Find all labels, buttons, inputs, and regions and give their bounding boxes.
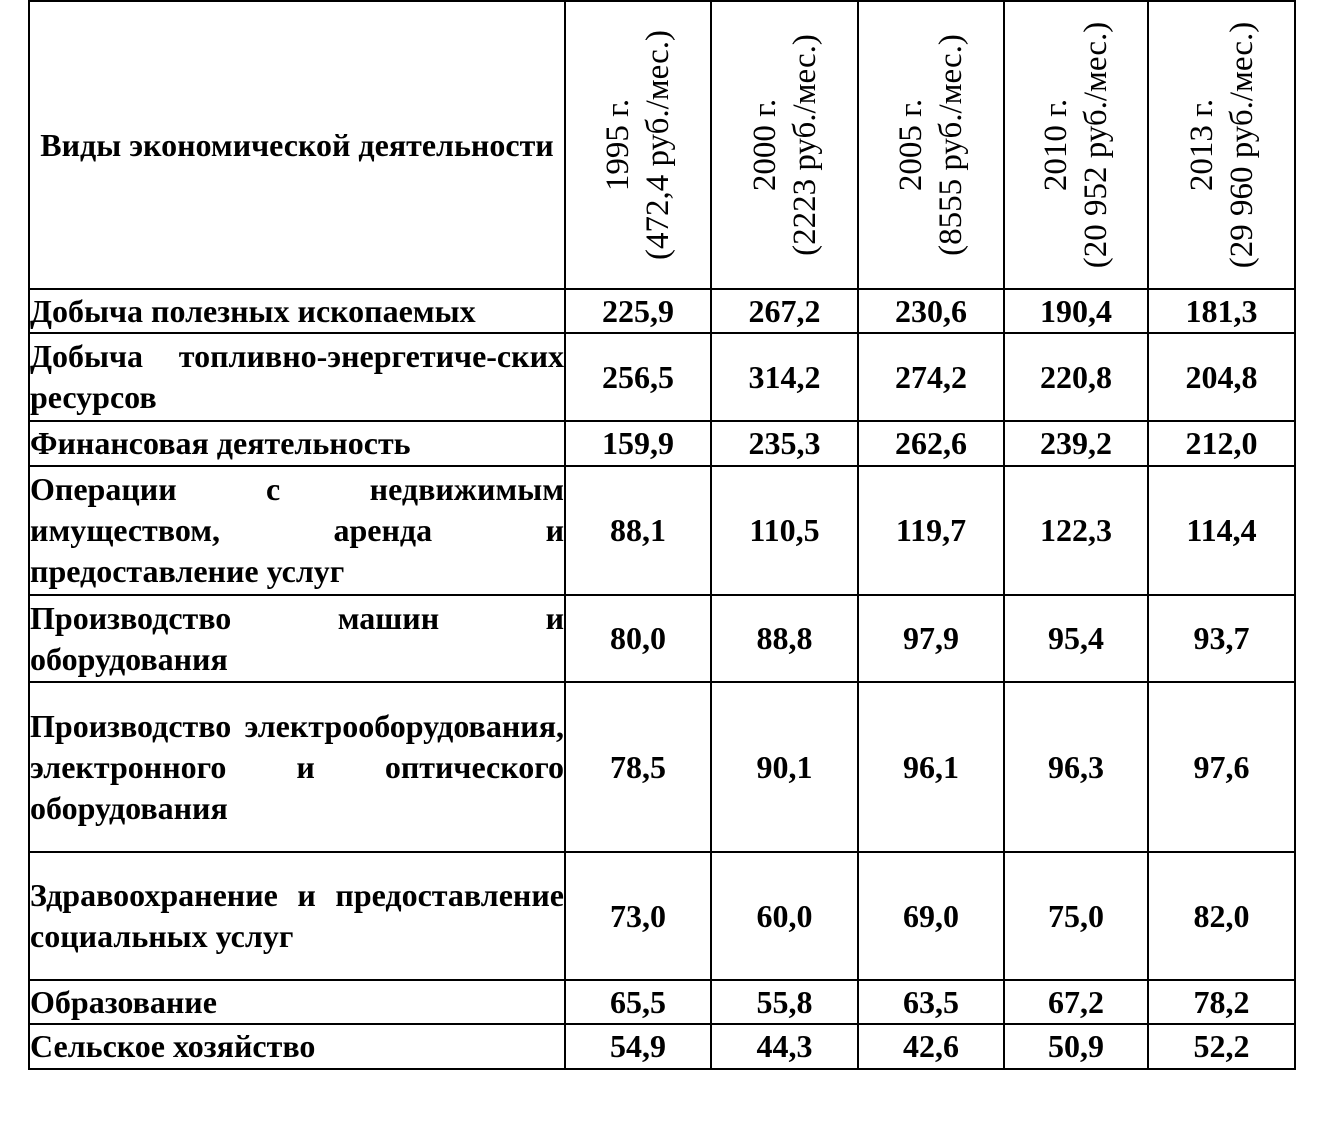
row-value: 122,3 — [1004, 466, 1148, 595]
row-value: 230,6 — [858, 289, 1004, 333]
row-value: 204,8 — [1148, 333, 1295, 421]
header-year-label: 1995 г. — [600, 98, 636, 192]
header-category: Виды экономической деятельности — [29, 1, 565, 289]
header-row — [29, 1, 1295, 289]
row-value: 96,1 — [858, 682, 1004, 852]
row-value: 88,8 — [711, 595, 858, 682]
row-label: Производство машин и оборудования — [29, 595, 565, 682]
row-value: 54,9 — [565, 1024, 711, 1069]
row-label: Добыча топливно-энергетиче-ских ресурсов — [29, 333, 565, 421]
row-label: Образование — [29, 980, 565, 1024]
row-value: 119,7 — [858, 466, 1004, 595]
row-value: 97,6 — [1148, 682, 1295, 852]
row-value: 52,2 — [1148, 1024, 1295, 1069]
row-value: 95,4 — [1004, 595, 1148, 682]
row-value: 69,0 — [858, 852, 1004, 980]
header-year-wage: (2223 руб./мес.) — [786, 34, 823, 256]
header-year-2013 — [1148, 1, 1295, 289]
row-value: 235,3 — [711, 421, 858, 466]
header-year-2005 — [858, 1, 1004, 289]
table-row — [29, 333, 1295, 421]
header-year-wage: (8555 руб./мес.) — [933, 34, 969, 256]
row-value: 67,2 — [1004, 980, 1148, 1024]
table-row — [29, 1024, 1295, 1069]
row-value: 256,5 — [565, 333, 711, 421]
header-year-wage: (20 952 руб./мес.) — [1078, 21, 1114, 269]
row-value: 82,0 — [1148, 852, 1295, 980]
table-row — [29, 595, 1295, 682]
row-value: 181,3 — [1148, 289, 1295, 333]
row-value: 212,0 — [1148, 421, 1295, 466]
row-value: 42,6 — [858, 1024, 1004, 1069]
row-value: 239,2 — [1004, 421, 1148, 466]
header-year-wage: (472,4 руб./мес.) — [640, 29, 676, 261]
header-year-2010 — [1004, 1, 1148, 289]
row-label: Операции с недвижимым имуществом, аренда и предоставление услуг — [29, 466, 565, 595]
table-row — [29, 980, 1295, 1024]
row-value: 114,4 — [1148, 466, 1295, 595]
row-value: 314,2 — [711, 333, 858, 421]
header-year-label: 2000 г. — [746, 98, 783, 192]
row-label: Производство электрооборудования, электронного и оптического оборудования — [29, 682, 565, 852]
row-label: Добыча полезных ископаемых — [29, 289, 565, 333]
row-value: 274,2 — [858, 333, 1004, 421]
row-value: 96,3 — [1004, 682, 1148, 852]
row-value: 97,9 — [858, 595, 1004, 682]
header-year-label: 2010 г. — [1038, 98, 1074, 192]
row-label: Сельское хозяйство — [29, 1024, 565, 1069]
table-row — [29, 682, 1295, 852]
row-value: 93,7 — [1148, 595, 1295, 682]
row-value: 90,1 — [711, 682, 858, 852]
row-value: 78,2 — [1148, 980, 1295, 1024]
row-value: 73,0 — [565, 852, 711, 980]
table-row — [29, 289, 1295, 333]
row-value: 80,0 — [565, 595, 711, 682]
row-label: Финансовая деятельность — [29, 421, 565, 466]
table-row — [29, 421, 1295, 466]
row-value: 262,6 — [858, 421, 1004, 466]
row-value: 50,9 — [1004, 1024, 1148, 1069]
row-value: 65,5 — [565, 980, 711, 1024]
row-label: Здравоохранение и предоставление социальных услуг — [29, 852, 565, 980]
row-value: 159,9 — [565, 421, 711, 466]
table-row — [29, 852, 1295, 980]
row-value: 190,4 — [1004, 289, 1148, 333]
row-value: 55,8 — [711, 980, 858, 1024]
header-year-label: 2013 г. — [1183, 98, 1220, 192]
row-value: 225,9 — [565, 289, 711, 333]
wage-table — [28, 0, 1296, 1070]
row-value: 44,3 — [711, 1024, 858, 1069]
row-value: 75,0 — [1004, 852, 1148, 980]
row-value: 220,8 — [1004, 333, 1148, 421]
header-year-label: 2005 г. — [893, 98, 929, 192]
row-value: 63,5 — [858, 980, 1004, 1024]
row-value: 267,2 — [711, 289, 858, 333]
row-value: 88,1 — [565, 466, 711, 595]
row-value: 78,5 — [565, 682, 711, 852]
header-year-2000 — [711, 1, 858, 289]
table-row — [29, 466, 1295, 595]
row-value: 110,5 — [711, 466, 858, 595]
header-year-1995 — [565, 1, 711, 289]
row-value: 60,0 — [711, 852, 858, 980]
header-year-wage: (29 960 руб./мес.) — [1223, 21, 1260, 269]
